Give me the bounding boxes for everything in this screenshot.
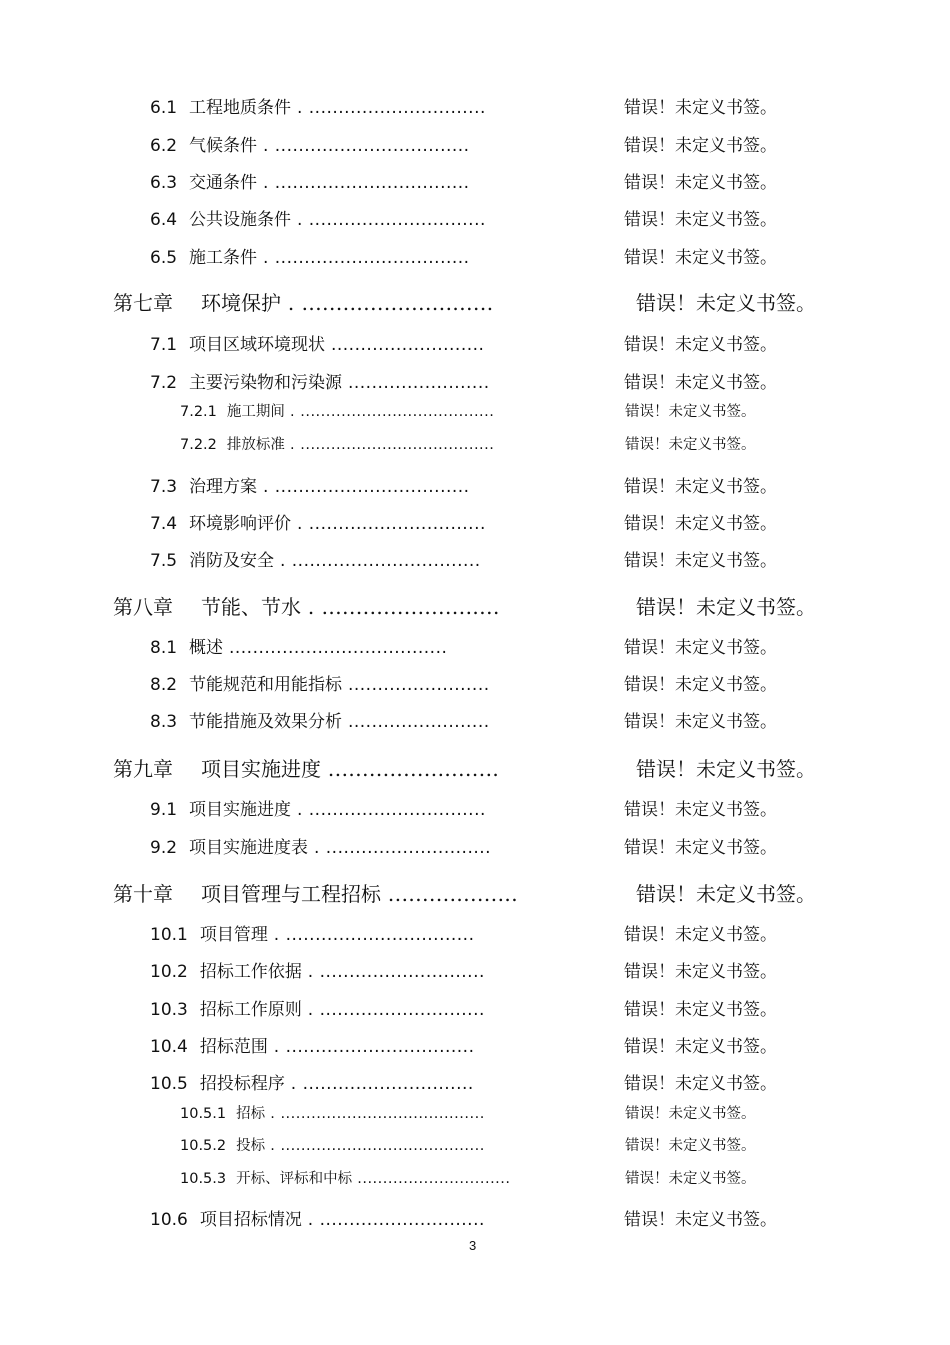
toc-section[interactable]	[150, 677, 490, 694]
toc-leader-dots: . ............................	[301, 1210, 485, 1230]
toc-title: 招标工作原则	[199, 1000, 302, 1020]
toc-title: 施工期间	[226, 404, 285, 420]
toc-title: 环境影响评价	[189, 514, 292, 534]
toc-page-ref-error: 错误！未定义书签。	[624, 514, 777, 534]
toc-page-ref-error: 错误！未定义书签。	[625, 1106, 756, 1122]
toc-page-ref-error: 错误！未定义书签。	[624, 98, 777, 118]
toc-title: 项目实施进度	[201, 757, 321, 781]
toc-page-ref-error: 错误！未定义书签。	[624, 1074, 777, 1094]
toc-title: 气候条件	[189, 136, 258, 156]
toc-leader-dots: . .............................	[284, 1074, 474, 1094]
toc-page-ref-error: 错误！未定义书签。	[624, 675, 777, 695]
toc-page-ref-error: 错误！未定义书签。	[625, 404, 756, 420]
toc-title: 公共设施条件	[189, 210, 292, 230]
toc-page-ref-error: 错误！未定义书签。	[636, 757, 816, 781]
toc-page-ref-error: 错误！未定义书签。	[625, 1138, 756, 1154]
toc-number: 第七章	[113, 291, 173, 315]
toc-leader-dots: ..............................	[352, 1171, 511, 1187]
toc-leader-dots: .....................................	[223, 638, 448, 658]
toc-section[interactable]	[150, 337, 484, 354]
toc-leader-dots: . ............................	[308, 838, 492, 858]
toc-number: 7.2	[150, 373, 178, 393]
toc-title: 招标	[236, 1106, 266, 1122]
toc-page-ref-error: 错误！未定义书签。	[625, 1171, 756, 1187]
toc-chapter[interactable]	[113, 293, 494, 313]
toc-title: 概述	[189, 638, 224, 658]
toc-title: 项目招标情况	[199, 1210, 302, 1230]
toc-section[interactable]	[150, 100, 486, 117]
toc-page-ref-error: 错误！未定义书签。	[624, 210, 777, 230]
toc-title: 交通条件	[189, 173, 258, 193]
toc-number: 第十章	[113, 882, 173, 906]
toc-title: 环境保护	[201, 291, 281, 315]
toc-page-ref-error: 错误！未定义书签。	[624, 925, 777, 945]
toc-section[interactable]	[150, 840, 491, 857]
toc-section[interactable]	[150, 175, 470, 192]
toc-leader-dots: ........................	[342, 373, 490, 393]
toc-number: 7.5	[150, 551, 178, 571]
toc-section[interactable]	[150, 714, 490, 731]
toc-page-ref-error: 错误！未定义书签。	[624, 800, 777, 820]
toc-number: 7.3	[150, 477, 178, 497]
toc-number: 10.6	[150, 1210, 188, 1230]
toc-title: 招标范围	[199, 1037, 268, 1057]
toc-section[interactable]	[150, 479, 470, 496]
toc-title: 项目区域环境现状	[189, 335, 326, 355]
toc-chapter[interactable]	[113, 759, 499, 779]
toc-number: 8.1	[150, 638, 178, 658]
toc-leader-dots: . ..............................	[291, 210, 486, 230]
toc-subsubsection[interactable]	[180, 405, 494, 420]
toc-page-ref-error: 错误！未定义书签。	[624, 477, 777, 497]
toc-number: 10.4	[150, 1037, 188, 1057]
toc-page-ref-error: 错误！未定义书签。	[624, 638, 777, 658]
toc-leader-dots: . ............................	[281, 291, 494, 315]
toc-number: 6.4	[150, 210, 178, 230]
toc-subsubsection[interactable]	[180, 438, 494, 453]
toc-title: 主要污染物和污染源	[189, 373, 343, 393]
toc-number: 8.3	[150, 712, 178, 732]
toc-leader-dots: . ..........................	[301, 595, 500, 619]
toc-leader-dots: ........................	[342, 675, 490, 695]
toc-section[interactable]	[150, 1076, 474, 1093]
toc-page-ref-error: 错误！未定义书签。	[624, 1000, 777, 1020]
toc-page-ref-error: 错误！未定义书签。	[625, 437, 756, 453]
toc-leader-dots: . ............................	[301, 1000, 485, 1020]
toc-number: 10.5.1	[180, 1106, 227, 1122]
toc-section[interactable]	[150, 553, 481, 570]
toc-title: 消防及安全	[189, 551, 275, 571]
toc-subsubsection[interactable]	[180, 1172, 511, 1187]
toc-page-ref-error: 错误！未定义书签。	[624, 1210, 777, 1230]
toc-leader-dots: . ................................	[267, 1037, 475, 1057]
toc-title: 招标工作依据	[199, 962, 302, 982]
toc-section[interactable]	[150, 1039, 475, 1056]
toc-leader-dots: .........................	[321, 757, 500, 781]
toc-title: 投标	[236, 1138, 266, 1154]
toc-number: 9.2	[150, 838, 178, 858]
toc-title: 节能规范和用能指标	[189, 675, 343, 695]
toc-number: 第九章	[113, 757, 173, 781]
toc-leader-dots: ..........................	[325, 335, 485, 355]
toc-title: 招投标程序	[199, 1074, 285, 1094]
toc-subsubsection[interactable]	[180, 1139, 485, 1154]
toc-number: 10.1	[150, 925, 188, 945]
toc-number: 7.2.2	[180, 437, 217, 453]
toc-number: 6.5	[150, 248, 178, 268]
toc-number: 7.2.1	[180, 404, 217, 420]
toc-section[interactable]	[150, 138, 470, 155]
toc-leader-dots: . ................................	[274, 551, 481, 571]
toc-number: 7.1	[150, 335, 178, 355]
toc-leader-dots: . ..............................	[291, 98, 486, 118]
toc-leader-dots: . .................................	[257, 173, 470, 193]
toc-title: 项目管理与工程招标	[201, 882, 381, 906]
toc-title: 项目实施进度	[189, 800, 292, 820]
page-number: 3	[469, 1238, 477, 1253]
toc-page-ref-error: 错误！未定义书签。	[624, 551, 777, 571]
toc-subsubsection[interactable]	[180, 1107, 485, 1122]
toc-number: 8.2	[150, 675, 178, 695]
toc-leader-dots: . ......................................	[284, 404, 495, 420]
toc-number: 6.3	[150, 173, 178, 193]
toc-section[interactable]	[150, 516, 486, 533]
toc-page-ref-error: 错误！未定义书签。	[636, 595, 816, 619]
toc-leader-dots: . .................................	[257, 477, 470, 497]
toc-section[interactable]	[150, 802, 486, 819]
toc-title: 节能、节水	[201, 595, 301, 619]
toc-leader-dots: ...................	[381, 882, 519, 906]
toc-number: 10.5.2	[180, 1138, 227, 1154]
toc-leader-dots: . ........................................	[265, 1106, 485, 1122]
toc-title: 施工条件	[189, 248, 258, 268]
toc-number: 9.1	[150, 800, 178, 820]
toc-number: 6.2	[150, 136, 178, 156]
toc-section[interactable]	[150, 1002, 485, 1019]
toc-leader-dots: . ..............................	[291, 800, 486, 820]
toc-section[interactable]	[150, 640, 447, 657]
toc-leader-dots: ........................	[342, 712, 490, 732]
toc-page-ref-error: 错误！未定义书签。	[624, 962, 777, 982]
toc-section[interactable]	[150, 212, 486, 229]
toc-number: 10.5	[150, 1074, 188, 1094]
toc-page-ref-error: 错误！未定义书签。	[624, 248, 777, 268]
toc-chapter[interactable]	[113, 884, 518, 904]
toc-number: 10.3	[150, 1000, 188, 1020]
toc-page-ref-error: 错误！未定义书签。	[624, 838, 777, 858]
toc-page-ref-error: 错误！未定义书签。	[636, 882, 816, 906]
toc-number: 7.4	[150, 514, 178, 534]
toc-page-ref-error: 错误！未定义书签。	[624, 335, 777, 355]
toc-page-ref-error: 错误！未定义书签。	[624, 173, 777, 193]
toc-leader-dots: . ................................	[267, 925, 475, 945]
toc-section[interactable]	[150, 375, 490, 392]
toc-title: 项目实施进度表	[189, 838, 309, 858]
toc-title: 项目管理	[199, 925, 268, 945]
toc-page-ref-error: 错误！未定义书签。	[624, 136, 777, 156]
toc-number: 第八章	[113, 595, 173, 619]
toc-number: 10.5.3	[180, 1171, 227, 1187]
toc-number: 10.2	[150, 962, 188, 982]
toc-number: 6.1	[150, 98, 178, 118]
toc-section[interactable]	[150, 927, 475, 944]
toc-section[interactable]	[150, 250, 470, 267]
toc-title: 治理方案	[189, 477, 258, 497]
toc-title: 节能措施及效果分析	[189, 712, 343, 732]
toc-title: 开标、评标和中标	[236, 1171, 353, 1187]
toc-page-ref-error: 错误！未定义书签。	[636, 291, 816, 315]
toc-title: 排放标准	[226, 437, 285, 453]
toc-page-ref-error: 错误！未定义书签。	[624, 373, 777, 393]
toc-section[interactable]	[150, 964, 485, 981]
toc-title: 工程地质条件	[189, 98, 292, 118]
toc-leader-dots: . ..............................	[291, 514, 486, 534]
toc-leader-dots: . ............................	[301, 962, 485, 982]
toc-section[interactable]	[150, 1212, 485, 1229]
toc-leader-dots: . ......................................	[284, 437, 495, 453]
toc-leader-dots: . ........................................	[265, 1138, 485, 1154]
toc-leader-dots: . .................................	[257, 248, 470, 268]
toc-page-ref-error: 错误！未定义书签。	[624, 712, 777, 732]
toc-leader-dots: . .................................	[257, 136, 470, 156]
toc-chapter[interactable]	[113, 597, 500, 617]
toc-page-ref-error: 错误！未定义书签。	[624, 1037, 777, 1057]
